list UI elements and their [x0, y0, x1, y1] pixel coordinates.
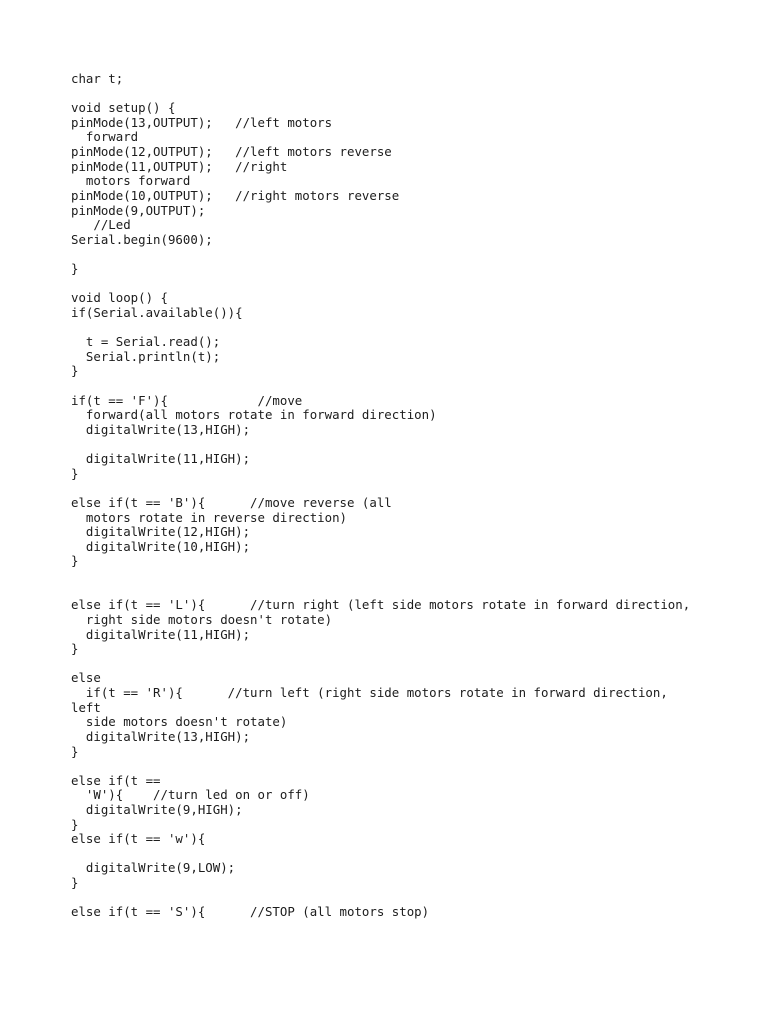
code-line: digitalWrite(10,HIGH);	[71, 538, 251, 554]
code-line: 'W'){ //turn led on or off)	[71, 787, 310, 803]
code-line: pinMode(11,OUTPUT); //right	[71, 158, 288, 174]
code-line: right side motors doesn't rotate)	[71, 611, 333, 627]
code-line: digitalWrite(13,HIGH);	[71, 421, 251, 437]
code-line: if(Serial.available()){	[71, 304, 243, 320]
code-line: }	[71, 816, 79, 832]
code-line: pinMode(9,OUTPUT);	[71, 202, 206, 218]
code-line: else	[71, 670, 101, 686]
code-line: pinMode(13,OUTPUT); //left motors	[71, 114, 333, 130]
code-line: }	[71, 641, 79, 657]
code-line: digitalWrite(9,HIGH);	[71, 802, 243, 817]
code-line: }	[71, 465, 79, 481]
code-line: if(t == 'R'){ //turn left (right side motors rotate in forward direction,	[71, 685, 668, 701]
code-line: Serial.begin(9600);	[71, 231, 213, 247]
code-line: motors forward	[71, 173, 191, 189]
code-line: else if(t == 'L'){ //turn right (left side motors rotate in forward direction,	[71, 597, 691, 613]
code-line: }	[71, 875, 79, 891]
code-line: }	[71, 743, 79, 759]
code-line: forward(all motors rotate in forward direction)	[71, 407, 437, 423]
code-line: motors rotate in reverse direction)	[71, 509, 348, 525]
code-line: if(t == 'F'){ //move	[71, 392, 303, 408]
code-line: left	[71, 699, 101, 715]
code-line: pinMode(12,OUTPUT); //left motors reverse	[71, 144, 392, 160]
code-line: //Led	[71, 217, 131, 233]
code-line: digitalWrite(12,HIGH);	[71, 524, 251, 540]
code-line: else if(t == 'S'){ //STOP (all motors stop)	[71, 904, 430, 920]
code-line: forward	[71, 129, 139, 145]
code-line: else if(t == 'B'){ //move reverse (all	[71, 494, 392, 510]
code-line: digitalWrite(9,LOW);	[71, 860, 236, 876]
code-line: char t;	[71, 71, 124, 86]
code-line: t = Serial.read();	[71, 334, 221, 350]
code-line: }	[71, 261, 79, 277]
code-line: void setup() {	[71, 100, 176, 116]
code-line: digitalWrite(13,HIGH);	[71, 728, 251, 744]
code-line: }	[71, 363, 79, 379]
code-line: pinMode(10,OUTPUT); //right motors reverse	[71, 187, 400, 203]
code-line: void loop() {	[71, 290, 168, 306]
code-line: digitalWrite(11,HIGH);	[71, 626, 251, 642]
code-line: Serial.println(t);	[71, 348, 221, 364]
code-line: }	[71, 553, 79, 569]
code-line: else if(t ==	[71, 772, 161, 788]
code-line: else if(t == 'w'){	[71, 831, 206, 847]
code-line: side motors doesn't rotate)	[71, 714, 288, 730]
code-line: digitalWrite(11,HIGH);	[71, 451, 251, 467]
